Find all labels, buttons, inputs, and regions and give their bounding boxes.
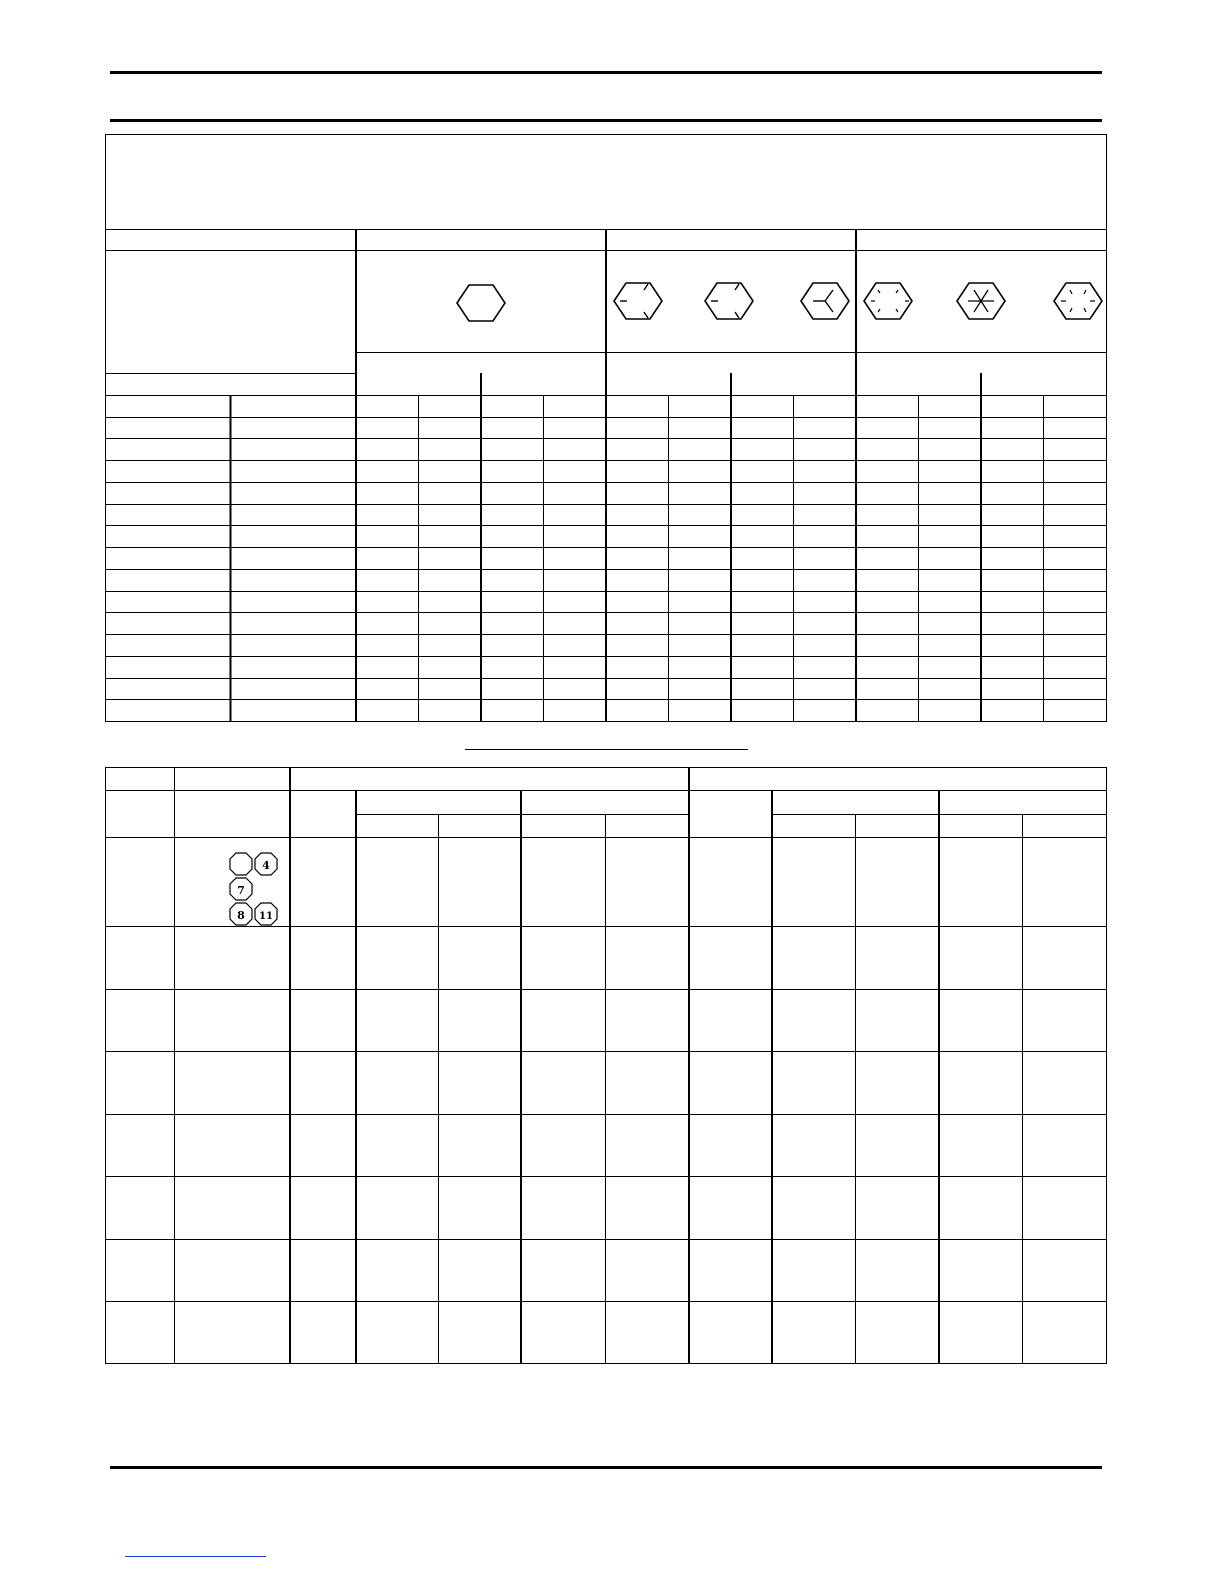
- torque-sequence-4-label: 4: [262, 859, 270, 872]
- footer-link-underline[interactable]: [125, 1556, 266, 1557]
- torque-sequence-11-label: 11: [259, 911, 273, 922]
- torque-sequence-7-label: 7: [237, 884, 245, 897]
- torque-sequence-11-icon: [255, 903, 277, 925]
- torque-sequence-blank-octagon-icon: [230, 853, 252, 875]
- torque-sequence-4-icon: [255, 853, 277, 875]
- torque-sequence-8-icon: [230, 903, 252, 925]
- page-footer-text: [110, 1475, 1102, 1495]
- torque-sequence-8-label: 8: [237, 909, 245, 922]
- footer-rule: [110, 1466, 1102, 1469]
- footer-link[interactable]: [125, 1538, 266, 1554]
- torque-sequence-7-icon: [230, 878, 252, 900]
